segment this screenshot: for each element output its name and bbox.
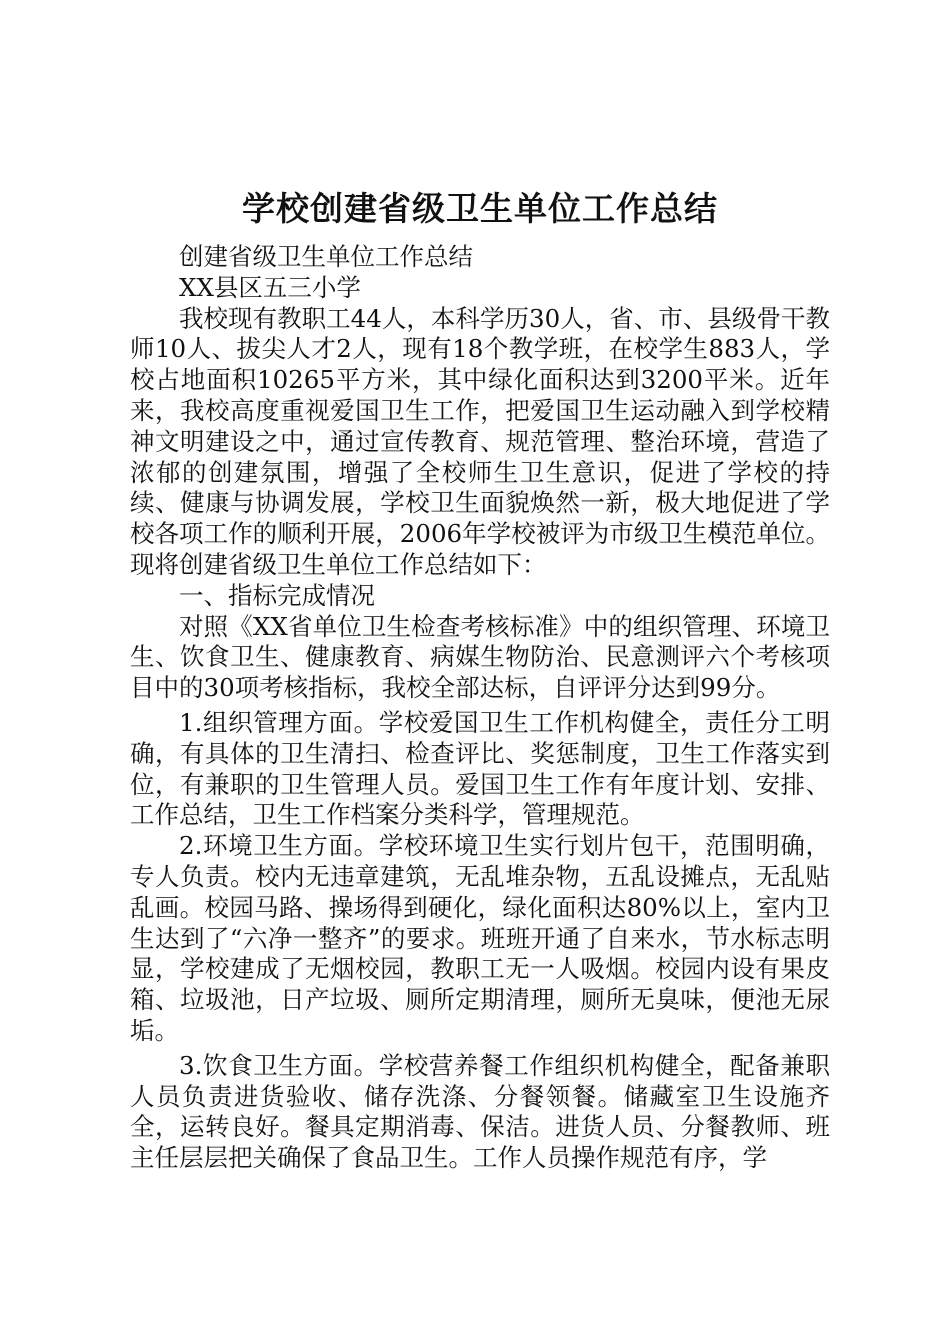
- document-page: [130, 186, 830, 1174]
- intro-paragraph: 我校现有教职工44人，本科学历30人，省、市、县级骨干教师10人、拔尖人才2人，现有18个教学班，在校学生883人，学校占地面积10265平方米，其中绿化面积达到3200平米。近年来，我校高度重视爱国卫生工作，把爱国卫生运动融入到学校精神文明建设之中，通过宣传教育、规范管理、整治环境，营造了浓郁的创建氛围，增强了全校师生卫生意识，促进了学校的持续、健康与协调发展，学校卫生面貌焕然一新，极大地促进了学校各项工作的顺利开展，2006年学校被评为市级卫生模范单位。现将创建省级卫生单位工作总结如下：: [130, 303, 830, 579]
- organization-paragraph: 1.组织管理方面。学校爱国卫生工作机构健全，责任分工明确，有具体的卫生清扫、检查评比、奖惩制度，卫生工作落实到位，有兼职的卫生管理人员。爱国卫生工作有年度计划、安排、工作总结，卫生工作档案分类科学，管理规范。: [130, 707, 830, 830]
- indicators-paragraph: 对照《XX省单位卫生检查考核标准》中的组织管理、环境卫生、饮食卫生、健康教育、病媒生物防治、民意测评六个考核项目中的30项考核指标，我校全部达标，自评评分达到99分。: [130, 611, 830, 703]
- environment-paragraph: 2.环境卫生方面。学校环境卫生实行划片包干，范围明确，专人负责。校内无违章建筑，无乱堆杂物，五乱设摊点，无乱贴乱画。校园马路、操场得到硬化，绿化面积达80%以上，室内卫生达到了“六净一整齐”的要求。班班开通了自来水，节水标志明显，学校建成了无烟校园，教职工无一人吸烟。校园内设有果皮箱、垃圾池，日产垃圾、厕所定期清理，厕所无臭味，便池无尿垢。: [130, 831, 830, 1045]
- document-title: 学校创建省级卫生单位工作总结: [242, 189, 718, 228]
- section-heading: 一、指标完成情况: [179, 580, 375, 610]
- school-name-paragraph: XX县区五三小学: [179, 272, 361, 302]
- subtitle-paragraph: 创建省级卫生单位工作总结: [179, 242, 473, 271]
- food-hygiene-paragraph: 3.饮食卫生方面。学校营养餐工作组织机构健全，配备兼职人员负责进货验收、储存洗涤、分餐领餐。储藏室卫生设施齐全，运转良好。餐具定期消毒、保洁。进货人员、分餐教师、班主任层层把关确保了食品卫生。工作人员操作规范有序，学: [130, 1050, 830, 1173]
